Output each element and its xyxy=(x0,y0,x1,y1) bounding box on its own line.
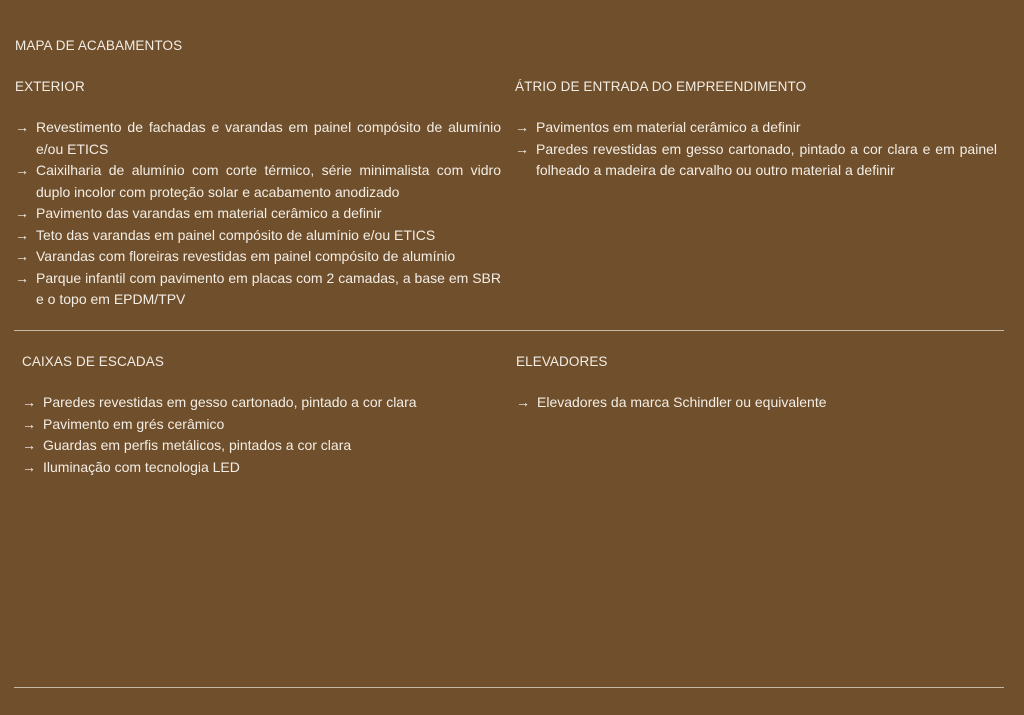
list-item-text: Paredes revestidas em gesso cartonado, pintado a cor clara e em painel folheado a madeira de carvalho ou outro material a definir xyxy=(536,140,997,178)
item-list-elevadores xyxy=(516,392,996,414)
list-item-text: Revestimento de fachadas e varandas em painel compósito de alumínio e/ou ETICS xyxy=(36,119,501,157)
arrow-icon: → xyxy=(515,140,529,157)
list-item xyxy=(22,435,492,457)
section-title-elevadores: ELEVADORES xyxy=(516,354,608,369)
list-item xyxy=(15,225,501,247)
section-title-escadas: CAIXAS DE ESCADAS xyxy=(22,354,164,369)
arrow-icon: → xyxy=(15,269,29,286)
arrow-icon: → xyxy=(516,394,530,410)
list-item-text: Caixilharia de alumínio com corte térmico, série minimalista com vidro duplo incolor com proteção solar e acabamento anodizado xyxy=(36,162,501,200)
arrow-icon: → xyxy=(15,248,29,264)
list-item xyxy=(15,246,501,268)
list-item xyxy=(15,203,501,225)
list-item xyxy=(22,392,492,414)
arrow-icon: → xyxy=(22,437,36,453)
arrow-icon: → xyxy=(15,162,29,178)
section-elevadores xyxy=(516,354,996,414)
arrow-icon: → xyxy=(515,119,529,135)
list-item-text: Teto das varandas em painel compósito de alumínio e/ou ETICS xyxy=(36,226,436,243)
list-item-text: Parque infantil com pavimento em placas com 2 camadas, a base em SBR e o topo em EPDM/TPV xyxy=(36,269,501,307)
list-item-text: Iluminação com tecnologia LED xyxy=(43,458,240,475)
section-exterior xyxy=(15,79,501,311)
arrow-icon: → xyxy=(22,458,36,475)
list-item xyxy=(22,414,492,436)
item-list-atrio xyxy=(515,117,997,182)
divider-bottom xyxy=(14,687,1004,688)
list-item xyxy=(515,139,997,182)
arrow-icon: → xyxy=(22,415,36,432)
section-title-atrio: ÁTRIO DE ENTRADA DO EMPREENDIMENTO xyxy=(515,79,807,94)
page-title: MAPA DE ACABAMENTOS xyxy=(15,38,183,53)
list-item xyxy=(15,268,501,311)
list-item xyxy=(515,117,997,139)
list-item xyxy=(15,160,501,203)
item-list-exterior xyxy=(15,117,501,311)
list-item-text: Pavimentos em material cerâmico a definir xyxy=(536,119,801,135)
list-item-text: Guardas em perfis metálicos, pintados a cor clara xyxy=(43,437,352,453)
list-item xyxy=(516,392,996,414)
list-item-text: Pavimento das varandas em material cerâmico a definir xyxy=(36,205,382,221)
list-item-text: Pavimento em grés cerâmico xyxy=(43,415,225,432)
section-title-exterior: EXTERIOR xyxy=(15,79,85,94)
list-item xyxy=(22,457,492,479)
arrow-icon: → xyxy=(22,394,36,410)
list-item-text: Paredes revestidas em gesso cartonado, pintado a cor clara xyxy=(43,394,417,410)
divider-top xyxy=(14,330,1004,331)
arrow-icon: → xyxy=(15,119,29,135)
arrow-icon: → xyxy=(15,205,29,221)
item-list-escadas xyxy=(22,392,492,478)
list-item-text: Elevadores da marca Schindler ou equivalente xyxy=(537,394,827,410)
section-atrio xyxy=(515,79,997,182)
section-caixas-de-escadas xyxy=(22,354,492,478)
list-item xyxy=(15,117,501,160)
list-item-text: Varandas com floreiras revestidas em painel compósito de alumínio xyxy=(36,248,456,264)
arrow-icon: → xyxy=(15,226,29,243)
